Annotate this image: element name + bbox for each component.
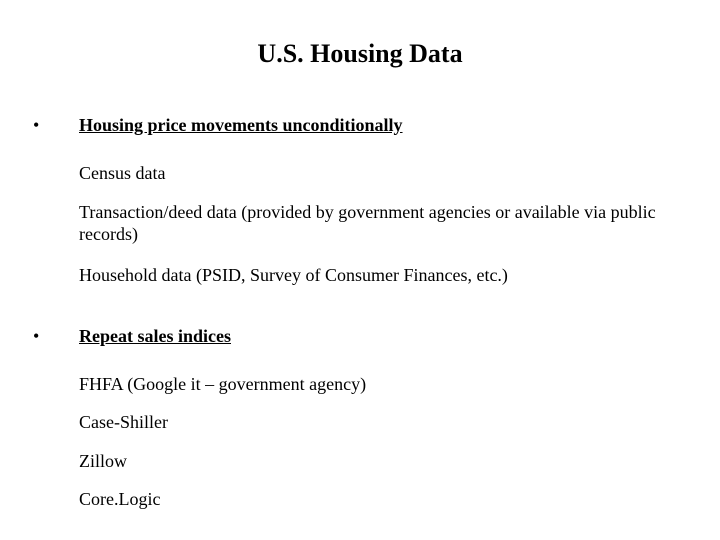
list-item-census-data: Census data [79,163,166,183]
list-item-household-data: Household data (PSID, Survey of Consumer Finances, etc.) [79,265,508,285]
bullet-icon: • [33,115,40,135]
section-heading: Housing price movements unconditionally [79,115,403,135]
bullet-icon: • [33,326,40,346]
list-item-case-shiller: Case-Shiller [79,412,168,432]
list-item-zillow: Zillow [79,451,127,471]
list-item-corelogic: Core.Logic [79,489,161,509]
list-item-fhfa: FHFA (Google it – government agency) [79,374,367,394]
slide-title: U.S. Housing Data [257,39,463,68]
section-heading: Repeat sales indices [79,326,231,346]
list-item-transaction-deed-data: Transaction/deed data (provided by government agencies or available via public records) [79,202,656,244]
